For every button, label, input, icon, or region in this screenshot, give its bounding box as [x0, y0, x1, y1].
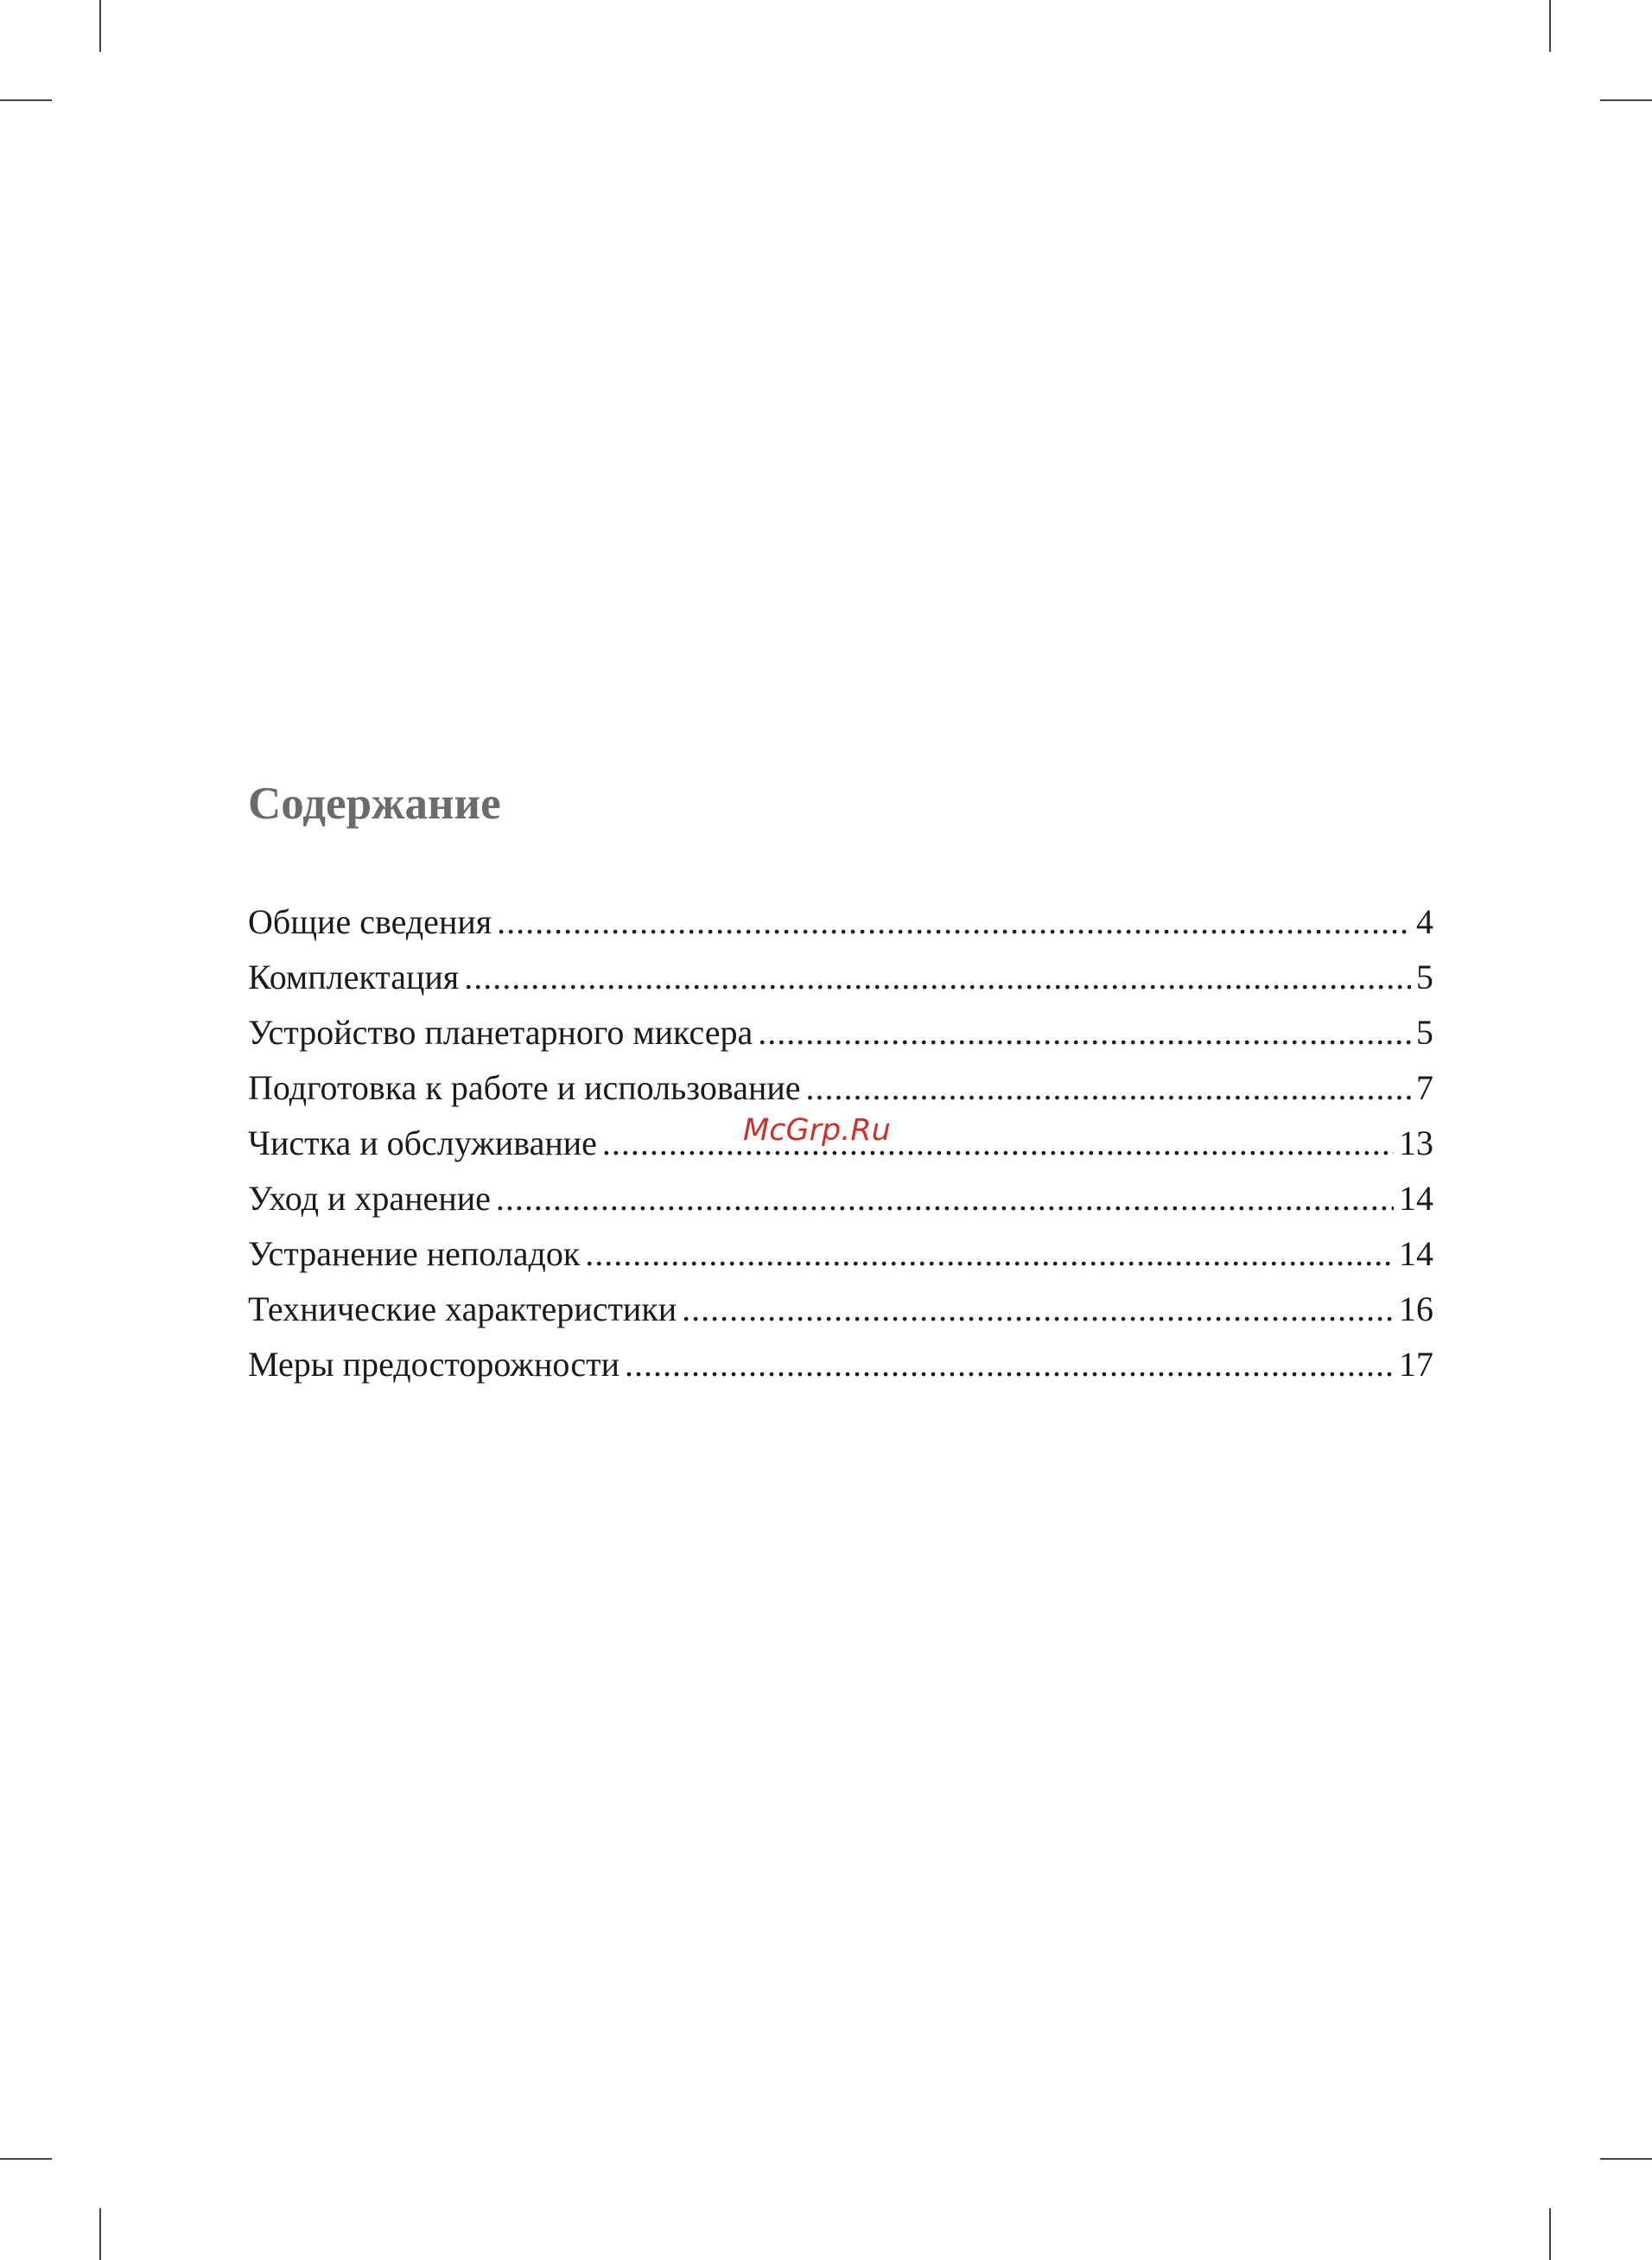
crop-mark-top-right-horizontal — [1600, 99, 1652, 101]
toc-entry-label: Комплектация — [248, 958, 460, 996]
toc-entry-label: Подготовка к работе и использование — [248, 1068, 801, 1107]
toc-entry-label: Устройство планетарного миксера — [248, 1013, 753, 1052]
toc-entry[interactable] — [248, 1226, 1433, 1282]
toc-entry-page: 13 — [1399, 1124, 1433, 1162]
toc-entry-label: Общие сведения — [248, 902, 492, 941]
toc-dot-leader — [602, 1116, 1394, 1171]
crop-mark-top-left-vertical — [99, 0, 101, 52]
toc-entry-label: Уход и хранение — [248, 1179, 491, 1218]
crop-mark-top-left-horizontal — [0, 99, 52, 101]
toc-entry[interactable] — [248, 950, 1433, 1005]
toc-entry[interactable] — [248, 1337, 1433, 1392]
toc-entry-page: 4 — [1416, 902, 1433, 941]
table-of-contents — [248, 773, 1433, 1392]
toc-entry[interactable] — [248, 1005, 1433, 1060]
crop-mark-top-right-vertical — [1549, 0, 1551, 52]
toc-entry-label: Технические характеристики — [248, 1289, 677, 1328]
toc-entry-page: 5 — [1416, 1013, 1433, 1052]
toc-entry-label: Устранение неполадок — [248, 1234, 581, 1273]
toc-dot-leader — [497, 894, 1411, 950]
toc-entry-page: 14 — [1399, 1234, 1433, 1273]
toc-title: Содержание — [248, 779, 501, 829]
toc-entry-page: 7 — [1416, 1068, 1433, 1107]
crop-mark-bottom-left-horizontal — [0, 2158, 52, 2160]
toc-dot-leader — [682, 1282, 1394, 1337]
toc-dot-leader — [464, 950, 1411, 1005]
toc-dot-leader — [806, 1060, 1411, 1116]
toc-dot-leader — [585, 1226, 1394, 1282]
crop-mark-bottom-right-horizontal — [1600, 2158, 1652, 2160]
toc-entry[interactable] — [248, 1171, 1433, 1226]
toc-entry-page: 5 — [1416, 958, 1433, 996]
toc-entry-label: Меры предосторожности — [248, 1345, 620, 1384]
toc-entry-page: 17 — [1399, 1345, 1433, 1384]
toc-entry-page: 14 — [1399, 1179, 1433, 1218]
toc-entry-page: 16 — [1399, 1289, 1433, 1328]
toc-dot-leader — [758, 1005, 1411, 1060]
toc-entry[interactable] — [248, 1282, 1433, 1337]
toc-dot-leader — [496, 1171, 1394, 1226]
crop-mark-bottom-right-vertical — [1549, 2208, 1551, 2260]
watermark-link[interactable]: McGrp.Ru — [743, 1113, 891, 1148]
crop-mark-bottom-left-vertical — [99, 2208, 101, 2260]
toc-entry-label: Чистка и обслуживание — [248, 1124, 597, 1162]
toc-dot-leader — [625, 1337, 1394, 1392]
toc-entry[interactable] — [248, 1060, 1433, 1116]
toc-entry[interactable] — [248, 894, 1433, 950]
